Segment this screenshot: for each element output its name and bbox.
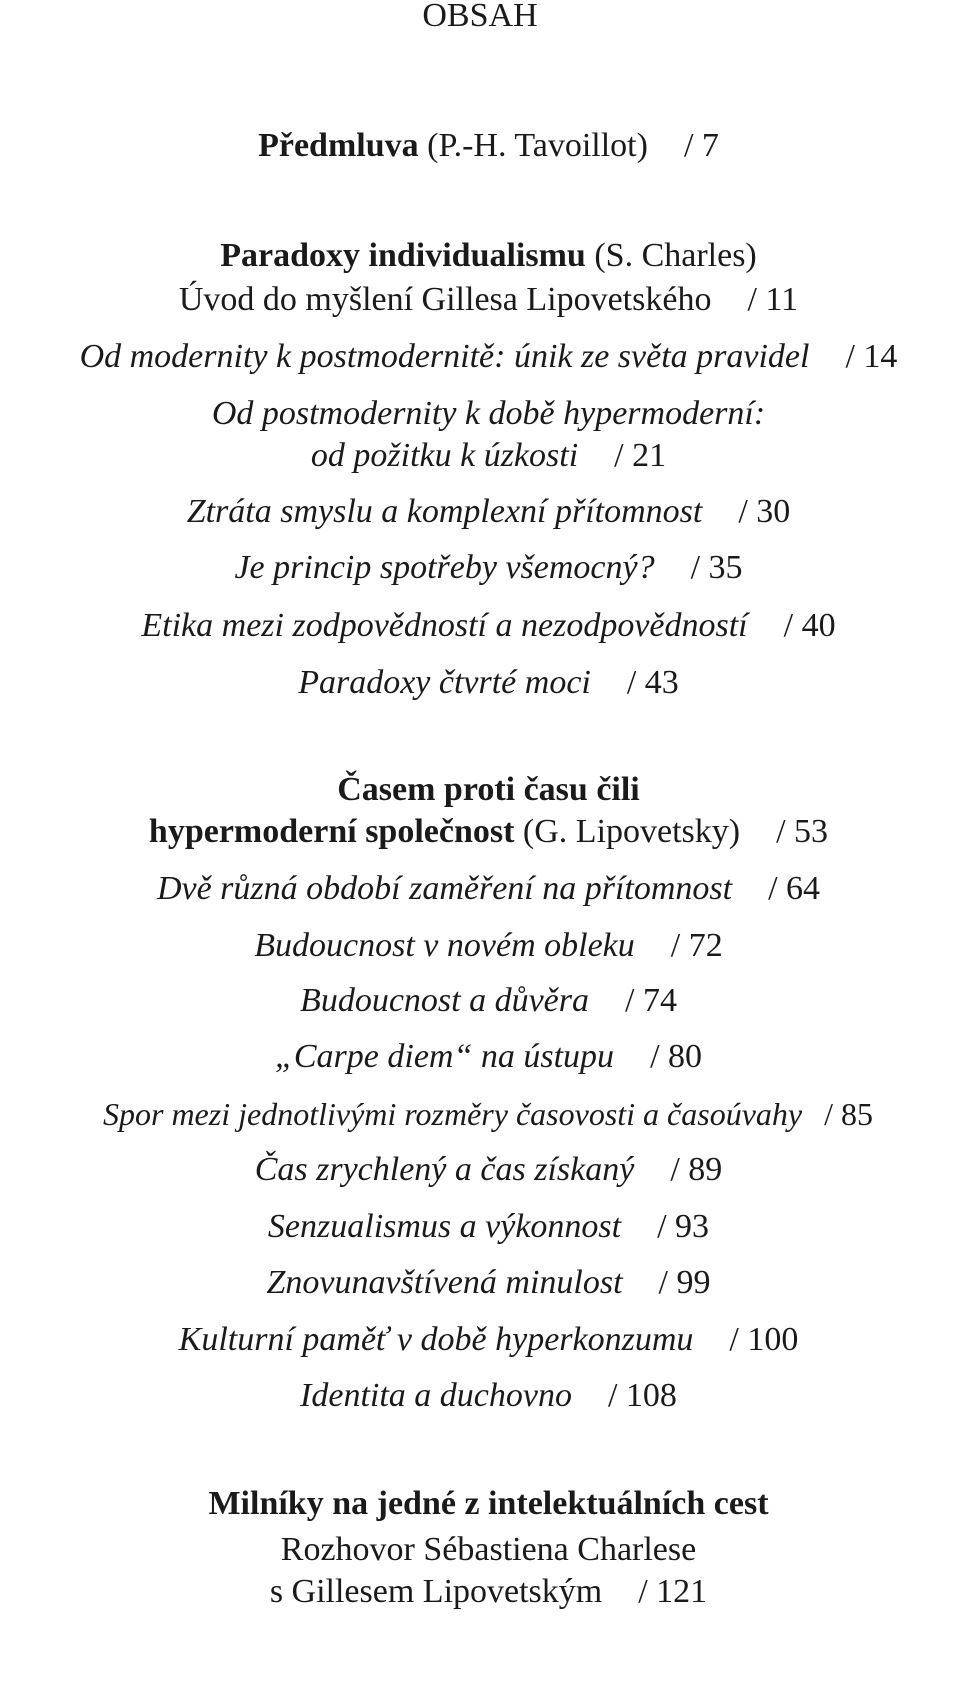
toc-entry-predmluva <box>0 86 960 166</box>
page-number: / 121 <box>638 1573 708 1610</box>
entry-title: Paradoxy čtvrté moci <box>298 664 591 701</box>
section-author: (P.-H. Tavoillot) <box>427 127 648 164</box>
section-title: Milníky na jedné z intelektuálních cest <box>208 1485 769 1522</box>
entry-title: Je princip spotřeby všemocný? <box>234 549 655 586</box>
page-number: / 80 <box>650 1038 703 1075</box>
toc-entry <box>0 1336 960 1416</box>
section-title: Předmluva <box>258 127 419 164</box>
section-author: (G. Lipovetsky) <box>522 813 741 850</box>
toc-heading: OBSAH <box>422 0 538 34</box>
page-number: / 100 <box>729 1321 799 1358</box>
page-number: / 35 <box>690 549 743 586</box>
page-number: / 108 <box>607 1377 677 1414</box>
entry-title: Čas zrychlený a čas získaný <box>254 1151 635 1188</box>
page-number: / 89 <box>670 1151 723 1188</box>
page-number: / 99 <box>658 1264 711 1301</box>
page-number: / 21 <box>614 437 667 474</box>
entry-title: Od postmodernity k době hypermoderní: <box>211 395 766 432</box>
entry-title: od požitku k úzkosti <box>310 437 579 474</box>
page-number: / 72 <box>670 927 723 964</box>
entry-title: Identita a duchovno <box>300 1377 572 1414</box>
entry-title: Budoucnost v novém obleku <box>254 927 635 964</box>
entry-title: Etika mezi zodpovědností a nezodpovědností <box>141 607 748 644</box>
page-number: / 7 <box>683 127 719 164</box>
toc-entry <box>0 623 960 703</box>
entry-title: Senzualismus a výkonnost <box>267 1208 622 1245</box>
page-number: / 14 <box>845 338 898 375</box>
entry-title: Kulturní paměť v době hyperkonzumu <box>178 1321 694 1358</box>
page-number: / 53 <box>776 813 829 850</box>
page-number: / 11 <box>747 281 799 318</box>
entry-title: „Carpe diem“ na ústupu <box>274 1038 615 1075</box>
entry-title: Dvě různá období zaměření na přítomnost <box>156 870 733 907</box>
section-title: hypermoderní společnost <box>148 813 515 850</box>
entry-title: Ztráta smyslu a komplexní přítomnost <box>186 493 703 530</box>
section-subtitle <box>0 1532 960 1612</box>
section-subtitle-line: Rozhovor Sébastiena Charlese <box>280 1531 697 1568</box>
section-title: Paradoxy individualismu <box>220 237 586 274</box>
section-author: (S. Charles) <box>594 237 757 274</box>
page-number: / 85 <box>824 1096 873 1132</box>
page-number: / 43 <box>626 664 679 701</box>
entry-title: Od modernity k postmodernitě: únik ze světa pravidel <box>79 338 810 375</box>
page-number: / 64 <box>768 870 821 907</box>
page-number: / 93 <box>657 1208 710 1245</box>
entry-title: Spor mezi jednotlivými rozměry časovosti a časoúvahy <box>102 1096 803 1132</box>
entry-title: Znovunavštívená minulost <box>266 1264 623 1301</box>
page-number: / 74 <box>625 982 677 1019</box>
section-subtitle-line: s Gillesem Lipovetským <box>269 1573 603 1610</box>
section-title: Časem proti času čili <box>337 771 640 808</box>
page-number: / 40 <box>783 607 836 644</box>
page-number: / 30 <box>738 493 791 530</box>
entry-title: Úvod do myšlení Gillesa Lipovetského <box>178 281 712 318</box>
entry-title: Budoucnost a důvěra <box>300 982 589 1019</box>
